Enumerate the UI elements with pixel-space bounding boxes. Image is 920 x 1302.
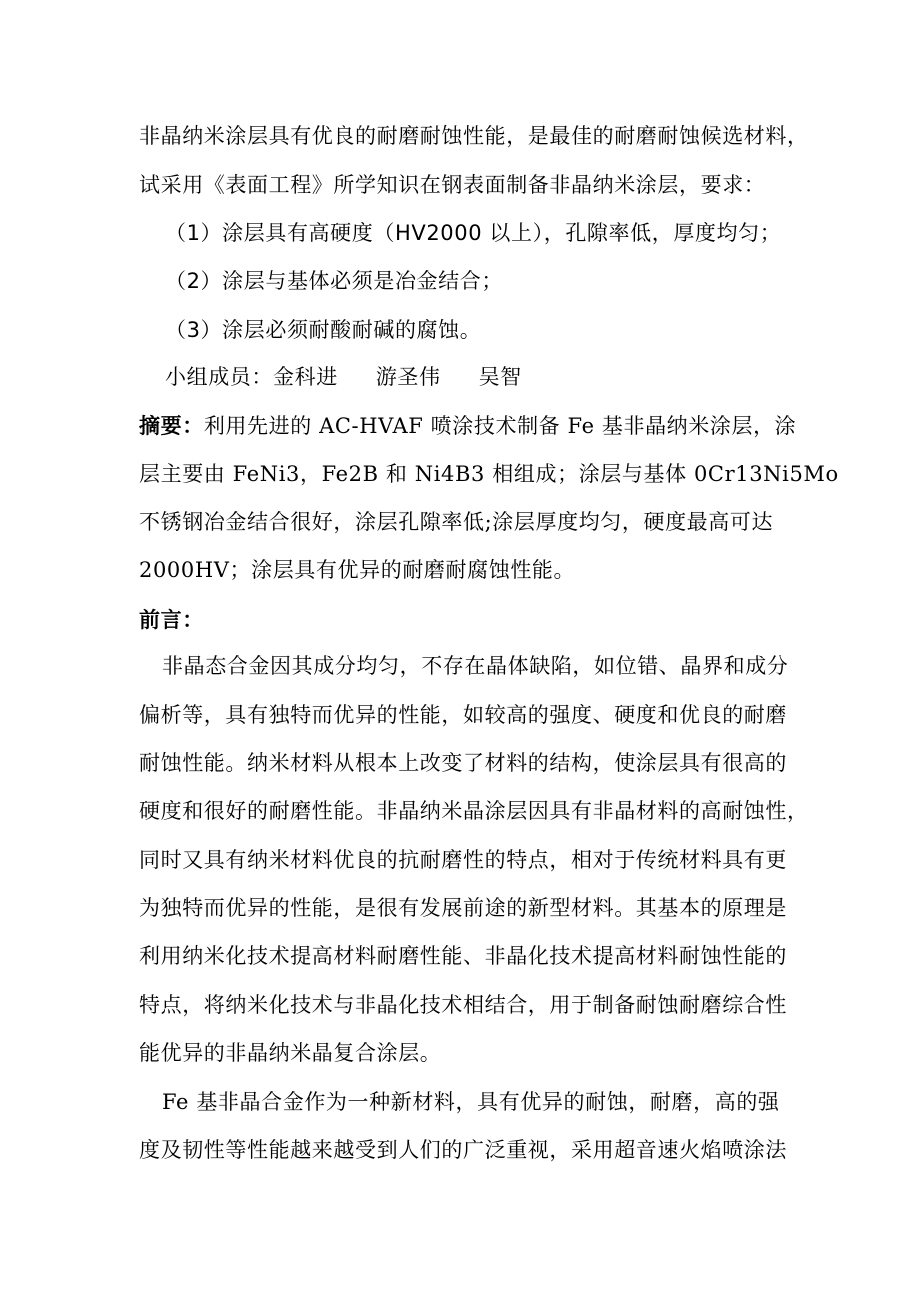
preface-p1-line: 为独特而优异的性能，是很有发展前途的新型材料。其基本的原理是 [139, 896, 787, 920]
requirement-1: （1）涂层具有高硬度（HV2000 以上），孔隙率低，厚度均匀； [165, 221, 782, 245]
task-line-2: 试采用《表面工程》所学知识在钢表面制备非晶纳米涂层，要求： [139, 173, 766, 197]
preface-heading: 前言： [139, 607, 204, 632]
preface-p1-line: 同时又具有纳米材料优良的抗耐磨性的特点，相对于传统材料具有更 [139, 848, 787, 872]
preface-p1-line: 能优异的非晶纳米晶复合涂层。 [139, 1041, 442, 1065]
preface-p2-line: Fe 基非晶合金作为一种新材料，具有优异的耐蚀，耐磨，高的强 [162, 1090, 780, 1114]
abstract-line-1 [139, 411, 796, 441]
requirement-2: （2）涂层与基体必须是冶金结合； [165, 269, 503, 293]
preface-p1-line: 利用纳米化技术提高材料耐磨性能、非晶化技术提高材料耐蚀性能的 [139, 944, 787, 968]
preface-p1-line: 偏析等，具有独特而优异的性能，如较高的强度、硬度和优良的耐磨 [139, 703, 787, 727]
abstract-line-4: 2000HV；涂层具有优异的耐磨耐腐蚀性能。 [139, 558, 576, 582]
preface-p2-line: 度及韧性等性能越来越受到人们的广泛重视，采用超音速火焰喷涂法 [139, 1138, 787, 1162]
abstract-heading: 摘要： [139, 413, 204, 438]
member-name: 吴智 [478, 365, 522, 389]
task-line-1: 非晶纳米涂层具有优良的耐磨耐蚀性能，是最佳的耐磨耐蚀候选材料， [139, 124, 809, 148]
abstract-line-2: 层主要由 FeNi3，Fe2B 和 Ni4B3 相组成；涂层与基体 0Cr13Ni5Mo [139, 462, 839, 486]
abstract-line-3: 不锈钢冶金结合很好，涂层孔隙率低;涂层厚度均匀，硬度最高可达 [139, 510, 774, 534]
abstract-text: 利用先进的 AC-HVAF 喷涂技术制备 Fe 基非晶纳米涂层，涂 [203, 414, 797, 438]
preface-p1-line: 非晶态合金因其成分均匀，不存在晶体缺陷，如位错、晶界和成分 [162, 654, 789, 678]
member-name: 金科进 [273, 365, 338, 389]
group-members [165, 362, 522, 392]
member-name: 游圣伟 [375, 365, 441, 389]
preface-p1-line: 特点，将纳米化技术与非晶化技术相结合，用于制备耐蚀耐磨综合性 [139, 993, 787, 1017]
preface-p1-line: 硬度和很好的耐磨性能。非晶纳米晶涂层因具有非晶材料的高耐蚀性， [139, 799, 809, 823]
members-label: 小组成员： [165, 365, 273, 389]
preface-p1-line: 耐蚀性能。纳米材料从根本上改变了材料的结构，使涂层具有很高的 [139, 751, 787, 775]
requirement-3: （3）涂层必须耐酸耐碱的腐蚀。 [165, 318, 482, 342]
